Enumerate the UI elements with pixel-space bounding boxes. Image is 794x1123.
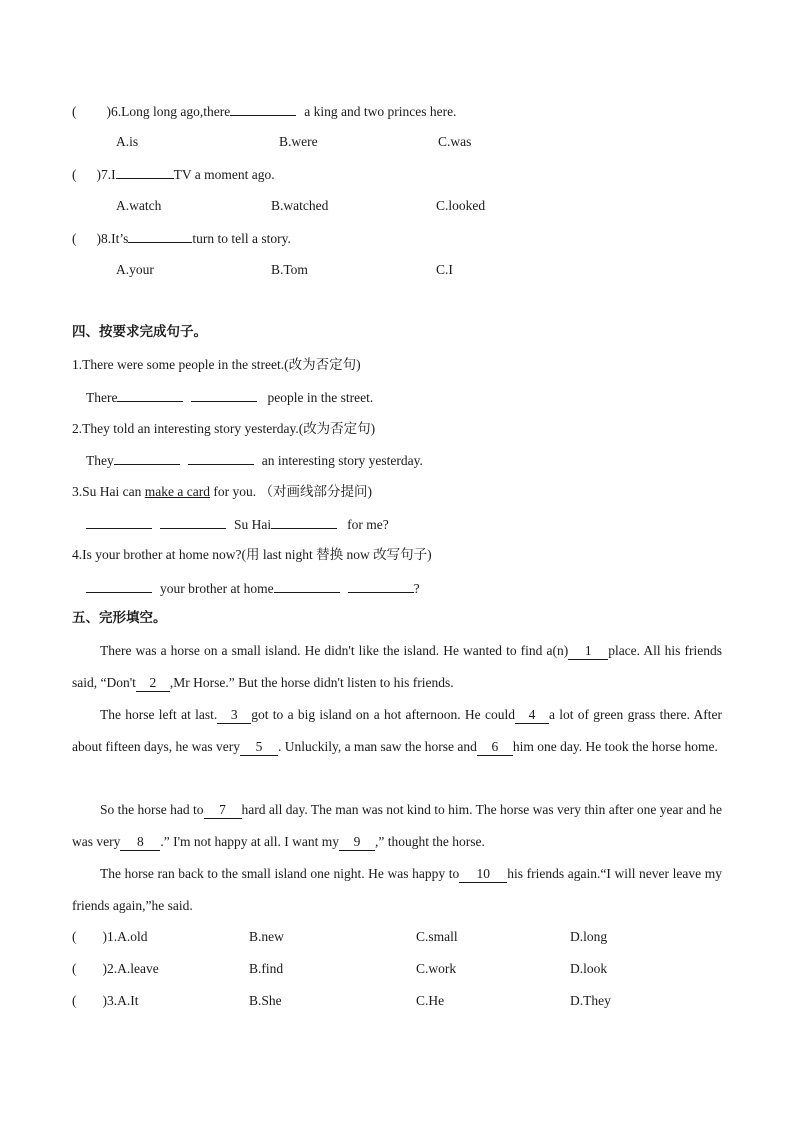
option-b: B.were <box>279 134 318 149</box>
text: a lot of green grass there. After about fifteen days, he was very <box>72 707 722 754</box>
answer-bracket-close: ) <box>96 167 101 182</box>
option-b: B.find <box>249 961 284 976</box>
answer-blank <box>86 515 152 529</box>
cloze-blank-2: 2 <box>136 675 170 692</box>
answer-blank <box>274 579 340 593</box>
text: place. All his friends said, “Don't <box>72 643 722 690</box>
answer-end: an interesting story yesterday. <box>261 453 423 468</box>
answer-blank <box>86 579 152 593</box>
answer-blank <box>230 102 296 116</box>
answer-end: people in the street. <box>267 390 374 405</box>
question-text-end: turn to tell a story. <box>192 231 291 246</box>
choice-row-1 <box>72 928 148 946</box>
cloze-blank-8: 8 <box>120 834 160 851</box>
answer-bracket-close: ) <box>102 993 107 1008</box>
answer-blank <box>348 579 414 593</box>
answer-start: They <box>86 453 114 468</box>
question-6 <box>72 102 456 121</box>
answer-bracket-open: ( <box>72 231 77 246</box>
section-5-title: 五、完形填空。 <box>72 610 167 626</box>
s4-question-1: 1.There were some people in the street.(改为否定句) <box>72 357 361 372</box>
option-b: B.Tom <box>271 262 308 277</box>
option-d: D.They <box>570 993 611 1008</box>
option-c: C.He <box>416 993 445 1008</box>
question-text: 7.I <box>101 167 116 182</box>
option-c: C.small <box>416 929 458 944</box>
option-b: B.watched <box>271 198 329 213</box>
option-b: B.She <box>249 993 282 1008</box>
cloze-blank-4: 4 <box>515 707 549 724</box>
answer-mid: your brother at home <box>160 581 274 596</box>
question-text: 6.Long long ago,there <box>111 104 231 119</box>
text: So the horse had to <box>100 802 204 817</box>
answer-bracket-open: ( <box>72 929 77 944</box>
answer-bracket-open: ( <box>72 167 77 182</box>
answer-blank <box>191 388 257 402</box>
section-4-title: 四、按要求完成句子。 <box>72 324 207 340</box>
answer-bracket-close: ) <box>102 961 107 976</box>
option-b: B.new <box>249 929 284 944</box>
answer-bracket-close: ) <box>102 929 107 944</box>
s4-question-2: 2.They told an interesting story yesterday.(改为否定句) <box>72 421 376 436</box>
cloze-blank-7: 7 <box>204 802 242 819</box>
answer-bracket-close: ) <box>106 104 111 119</box>
choice-row-2 <box>72 960 159 978</box>
option-c: C.work <box>416 961 457 976</box>
text: . Unluckily, a man saw the horse and <box>277 739 477 754</box>
answer-bracket-open: ( <box>72 961 77 976</box>
option-a: A.your <box>116 262 154 277</box>
cloze-blank-5: 5 <box>240 739 278 756</box>
question-text-end: a king and two princes here. <box>304 104 457 119</box>
question-7 <box>72 165 275 184</box>
option-c: C.I <box>436 262 453 277</box>
s4-question-4: 4.Is your brother at home now?(用 last night 替换 now 改写句子) <box>72 547 432 562</box>
cloze-blank-9: 9 <box>339 834 375 851</box>
option-a: 2.A.leave <box>107 961 159 976</box>
answer-blank <box>160 515 226 529</box>
cloze-blank-1: 1 <box>568 643 608 660</box>
question-text: 8.It’s <box>101 231 129 246</box>
text: him one day. He took the horse home. <box>512 739 718 754</box>
text: got to a big island on a hot afternoon. He could <box>251 707 515 722</box>
cloze-blank-6: 6 <box>477 739 513 756</box>
option-d: D.look <box>570 961 608 976</box>
answer-end: for me? <box>347 517 389 532</box>
answer-bracket-open: ( <box>72 104 77 119</box>
cloze-paragraph-1 <box>72 635 722 699</box>
answer-start: There <box>86 390 118 405</box>
answer-mid: Su Hai <box>234 517 272 532</box>
text: The horse ran back to the small island one night. He was happy to <box>100 866 460 881</box>
cloze-paragraph-2 <box>72 699 722 763</box>
option-c: C.was <box>438 134 472 149</box>
cloze-blank-3: 3 <box>217 707 251 724</box>
text: ,” thought the horse. <box>375 834 485 849</box>
option-a: 1.A.old <box>107 929 148 944</box>
question-suffix: for you. （对画线部分提问) <box>209 484 372 499</box>
answer-blank <box>116 165 174 179</box>
text: .” I'm not happy at all. I want my <box>160 834 339 849</box>
option-c: C.looked <box>436 198 486 213</box>
text: his friends again.“I will never leave my friends again,”he said. <box>72 866 722 913</box>
answer-blank <box>128 229 192 243</box>
question-text-end: TV a moment ago. <box>173 167 275 182</box>
cloze-paragraph-3 <box>72 794 722 858</box>
answer-blank <box>117 388 183 402</box>
s4-answer-2 <box>86 451 423 470</box>
answer-bracket-close: ) <box>96 231 101 246</box>
s4-answer-4 <box>86 579 420 598</box>
s4-answer-1 <box>86 388 373 407</box>
text: ,Mr Horse.” But the horse didn't listen to his friends. <box>169 675 454 690</box>
underlined-phrase: make a card <box>144 484 210 499</box>
text: hard all day. The man was not kind to him. The horse was very thin after one year and he was very <box>72 802 722 849</box>
answer-end: ? <box>413 581 420 596</box>
text: The horse left at last. <box>100 707 218 722</box>
text: There was a horse on a small island. He didn't like the island. He wanted to find a(n) <box>100 643 569 658</box>
cloze-blank-10: 10 <box>459 866 507 883</box>
answer-blank <box>114 451 180 465</box>
answer-bracket-open: ( <box>72 993 77 1008</box>
cloze-paragraph-4 <box>72 858 722 922</box>
answer-blank <box>271 515 337 529</box>
question-8 <box>72 229 291 248</box>
s4-answer-3 <box>86 515 389 534</box>
s4-question-3 <box>72 483 372 501</box>
option-a: A.watch <box>116 198 162 213</box>
option-a: 3.A.It <box>107 993 139 1008</box>
option-a: A.is <box>116 134 139 149</box>
question-prefix: 3.Su Hai can <box>72 484 145 499</box>
option-d: D.long <box>570 929 608 944</box>
answer-blank <box>188 451 254 465</box>
choice-row-3 <box>72 992 139 1010</box>
